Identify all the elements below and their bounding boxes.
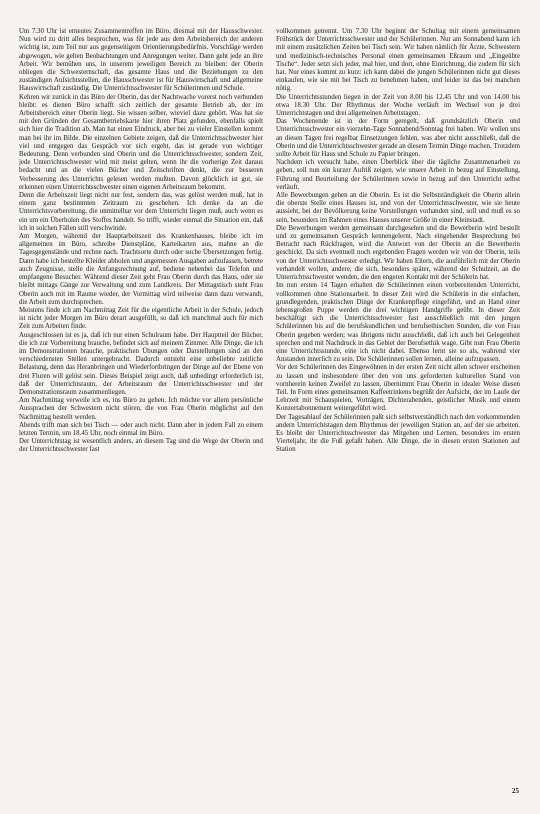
paragraph: Am Morgen, während der Hauptarbeitszeit des Krankenhauses, bleibe ich im allgemeinen im Büro, schreibe Dienstpläne, Karteikarten aus, mahne an die Tagesgegenstände und rechne nach. Trachtsorte durch oder suche Übersetzungen fertig. Dann habe ich bestellte Kleider abholen und angemessen Ausgaben aufzufassen, betrete auch Zeugnisse, stelle die Anfangsrechnung auf, bediene nebenbei das Telefon und empfangene Besucher. Während dieser Zeit geht Frau Oberin durch das Haus, oder sie bleibt mittags Gänge zur Verwaltung und zum Landkreis. Der Mittagstisch steht Frau Oberin auch mit im Raume wieder, der Vormittag wird teilweise dann dazu verwandt, die Arbeit zum durchsprechen.: [19, 233, 263, 306]
paragraph: Alle Bewerbungen gehen an die Oberin. Es ist die Selbstständigkeit die Oberin allein die oberste Stelle eines Hauses ist, und von der Unterrichtsschwester, wie sie heute aussieht, bei der Bevölkerung keine Vorstellungen vorhanden sind, soll und muß es so sein, besonders im Rahmen eines Hauses unserer Größe in einer Kleinstadt.: [276, 192, 520, 224]
paragraph: Denn die Arbeitszeit liegt nicht nur fest, sondern das, was gelöst werden muß, hat in einem ganz bestimmten Zeitraum zu geschehen. Ich denke da an die Unterrichtsvorbereitung, die unmittelbar vor dem Unterricht liegen muß, auch wenn es ein um ein Überholen des Stoffes handelt. So trifft, wieder einmal die Situation ein, daß ich in solchen Fällen still verschwinde.: [19, 192, 263, 232]
paragraph: Am Nachmittag verweile ich es, ins Büro zu gehen. Ich möchte vor allem persönliche Aussprachen der Schwestern nicht stören, die von Frau Oberin möglichst auf den Nachmittag bestellt werden.: [19, 397, 263, 421]
paragraph: Meistens finde ich am Nachmittag Zeit für die eigentliche Arbeit in der Schule, jedoch ist nicht jeder Morgen im Büro derart ausgefüllt, so daß ich manchmal auch für mich Zeit zum Arbeiten finde.: [19, 306, 263, 331]
paragraph: Kehren wir zurück in das Büro der Oberin, das der Nachtwache vorerst noch verbunden bleibt: es dienen Büro schafft sich zeitlich der gesamte Betrieb ab, der im Arbeitsbereich einer Oberin liegt. Sie wissen selber, wieviel dazu gehört. Was hat sie mit den Gründen der Gesamtbetriebskarte hier ihren Platz gefunden, ebenfalls spielt sich hier die Tradition ab. Man hat einen Eindruck, aber bei zu vieler Einstellen kommt man bei ihr im Bilde. Die einzelnen Gebiete zeigen, daß die Unterrichtsschwester hier viel und entgegen das Gespräch vor sich ergeht, das ist gerade von wichtiger Bedeutung. Denn verbunden sind Oberin und die Unterrichtsschwester, sondern Zeit, jede Unterrichtsschwester wird mit meist gelten, wenn ihr die vorherige Zeit daraus bedacht und an die vielen Bücher und Zeitschriften denkt, die zur besseren Verbesserung des Unterrichts gelesen werden mußten. Davon glücklich ist gut, sie erkennen einen Unterrichtsschwester einen eigenen Arbeitsraum bekommt.: [19, 93, 263, 191]
paragraph: Die Bewerbungen werden gemeinsam durchgesehen und die Bewerberin wird bestellt und zu gemeinsamen Gespräch kennengelernt. Nach eingehender Besprechung bei Betracht nach Rückfragen, wird die Antwort von der Oberin an die Bewerberin geschickt. Da sich eventuell noch ergebenden Fragen werden wir von der Oberin, teils von der Unterrichtsschwester erledigt. Wir haben Eltern, die ausführlich mit der Oberin verhandelt wollen, andere, die sich, besonders später, während der Schulzeit, an die Unterrichtsschwester wenden, die den engeren Kontakt mit der Schülerin hat.: [276, 224, 520, 282]
left-column: [19, 28, 263, 455]
page-number: 25: [512, 787, 519, 795]
paragraph: Im nun ersten 14 Tagen erhalten die Schülerinnen einen vorbereitenden Unterricht, vollkommen ohne Stationsarbeit. In dieser Zeit wird die Schülerin in die einfachen, grundlegenden, praktischen Dinge der Krankenpflege eingeführt, und an Hand einer lebensgroßen Puppe werden die drei wichtigen Handgriffe geübt. In dieser Zeit beschäftigt sich die Unterrichtsschwester fast ausschließlich mit den jungen Schülerinnen bis auf die berufskundlichen und berufsethischen Stunden, die von Frau Oberin gegeben werden; was übrigens nicht ausschließt, daß ich auch bei Gelegenheit sprechen und mit Nachdruck in das Gebiet der Berufsethik wage. Gibt nun Frau Oberin eine Unterrichtsstunde, eine ich nicht dabei. Ebenso lernt sie so als, wahrend vier Anstanden innerlich zu sein. Die Schülerinnen sollen lernen, alleine aufzupassen.: [276, 282, 520, 364]
text-columns: [19, 28, 520, 455]
right-column: [276, 28, 520, 455]
paragraph: Ausgeschlossen ist es ja, daß ich nur einen Schulraum habe. Der Hauptteil der Bücher, die ich zur Vorbereitung brauche, befindet sich auf meinem Zimmer. Alle Dinge, die ich im Demonstrationen brauche, praktischen Übungen oder Darstellungen sind an den verschiedensten Stellen untergebracht. Dadurch entsteht eine unbeliebte zeitliche Belastung, denn das Heranbringen und Wiederfortbringen der Dinge auf der Ebene von drei Fluren will gelöst sein. Dieses Beispiel zeigt auch, daß unbedingt erforderlich ist, daß der Unterrichtsraum, der Arbeitsraum der Unterrichtsschwester und der Demonstrationsraum zusammenliegen.: [19, 331, 263, 396]
paragraph: vollkommen getrennt. Um 7.30 Uhr beginnt der Schultag mit einem gemeinsamen Frühstück der Unterrichtsschwester und der Schülerinnen. Nur am Sonnabend kann ich mit einem zusätzlichen Zeiten bei Tisch sein. Wir haben nämlich für Ärzte, Schwestern und medizinisch-technisches Personal einen gemeinsamen Eßraum und „Eingeübte Tische“. Jeder setzt sich jeder, mal hier, und dort, ohne Einrichtung, die zudem für sich hat. Nur eines kommt zu kurz: ich kann dabei die jungen Schülerinnen nicht gut dieses einkaufen, wie sie mit bei Tisch zu benehmen haben, und leider ist das bei manchen nötig.: [276, 28, 520, 93]
paragraph: Die Unterrichtsstunden liegen in der Zeit von 8.00 bis 12.45 Uhr und von 14.00 bis etwa 18.30 Uhr. Der Rhythmus der Woche verläuft im Wechsel von je drei Unterrichtstagen und drei allgemeinen Arbeitstagen.: [276, 93, 520, 118]
paragraph: Abends trifft man sich bei Tisch — oder auch nicht. Dann aber in jedem Fall zu einem letzten Termin, um 18.45 Uhr, noch einmal im Büro.: [19, 421, 263, 437]
paragraph: Das Wochenende ist in der Form geregelt, daß grundsätzlich Oberin und Unterrichtsschwester ein vierzehn-Tage Sonnabend/Sonntag frei haben. Wir wollen uns an diesen Tagen frei regelbar Einsetzungen fehlen, was aber nicht ausschließt, daß die Oberin und die Unterrichtsschwester gerade an diesem Termin Dinge machen. Trotzdem sollte Arbeit für Haus und Schule zu Papier bringen.: [276, 118, 520, 159]
paragraph: Der Tagesablauf der Schülerinnen paßt sich selbstverständlich nach den vorkommenden andern Unterrichtstagen dem Rhythmus der jeweiligen Station an, auf der sie arbeiten. Es bleibt der Unterrichtsschwester das Mitgehen und Lernen, besonders im ersten Vierteljahr, ihr die Fuß gefaßt haben. Alle Dinge, die in diesen ersten Stationen auf Station: [276, 413, 520, 454]
paragraph: Um 7.30 Uhr ist erneutes Zusammentreffen im Büro, diesmal mit der Hausschwester. Nun wird zu dritt alles besprochen, was für jede aus dem Arbeitsbereich der anderen wichtig ist, zum Teil nur aus gegenseitigem Orientierungsbedürfnis. Vorschläge werden abgewogen, wie gelten Beobachtungen und Anregungen weiter. Dann geht jede an ihre Arbeit. Wir bemühen uns, in unserem jeweiligen Bereich zu bleiben: der Oberin obliegen die Schwesternschaft, das gesamte Haus und die Beziehungen zu den zuständigen Aufsichtsstellen, die Hausschwester ist für Hauswirtschaft und allgemeine Hauswirtschaft zuständig. Die Unterrichtsschwester für Schülerinnen und Schule.: [19, 28, 263, 93]
paragraph: Der Unterrichtstag ist wesentlich anders, an diesem Tag sind die Wege der Oberin und der Unterrichtsschwester fast: [19, 438, 263, 454]
paragraph: Nachdem ich versucht habe, einen Überblick über die tägliche Zusammenarbeit zu geben, soll nun ein kurzer Aufriß zeigen, wie unsere Arbeit in bezug auf Einstellung, Führung und Beurteilung der Schülerinnen sowie in bezug auf den Unterricht selbst verläuft.: [276, 159, 520, 191]
paragraph: Vor den Schülerinnen des Eingewöhnen in der ersten Zeit nicht allen schwer erscheinen zu lassen und insbesondere über den von uns geforderten kulturellen Stand von vornherein keinen Zweifel zu lassen, übernimmt Frau Oberin in idealer Weise diesen Teil. In Form eines gemeinsamen Kaffeetrinkens begrüßt der Aufsicht, der im Laufe der Lehrzeit mit Schauspielen, Vorträgen, Dichterabenden, geistlicher Musik und einem Konzertabonnement weitergeführt wird.: [276, 364, 520, 413]
